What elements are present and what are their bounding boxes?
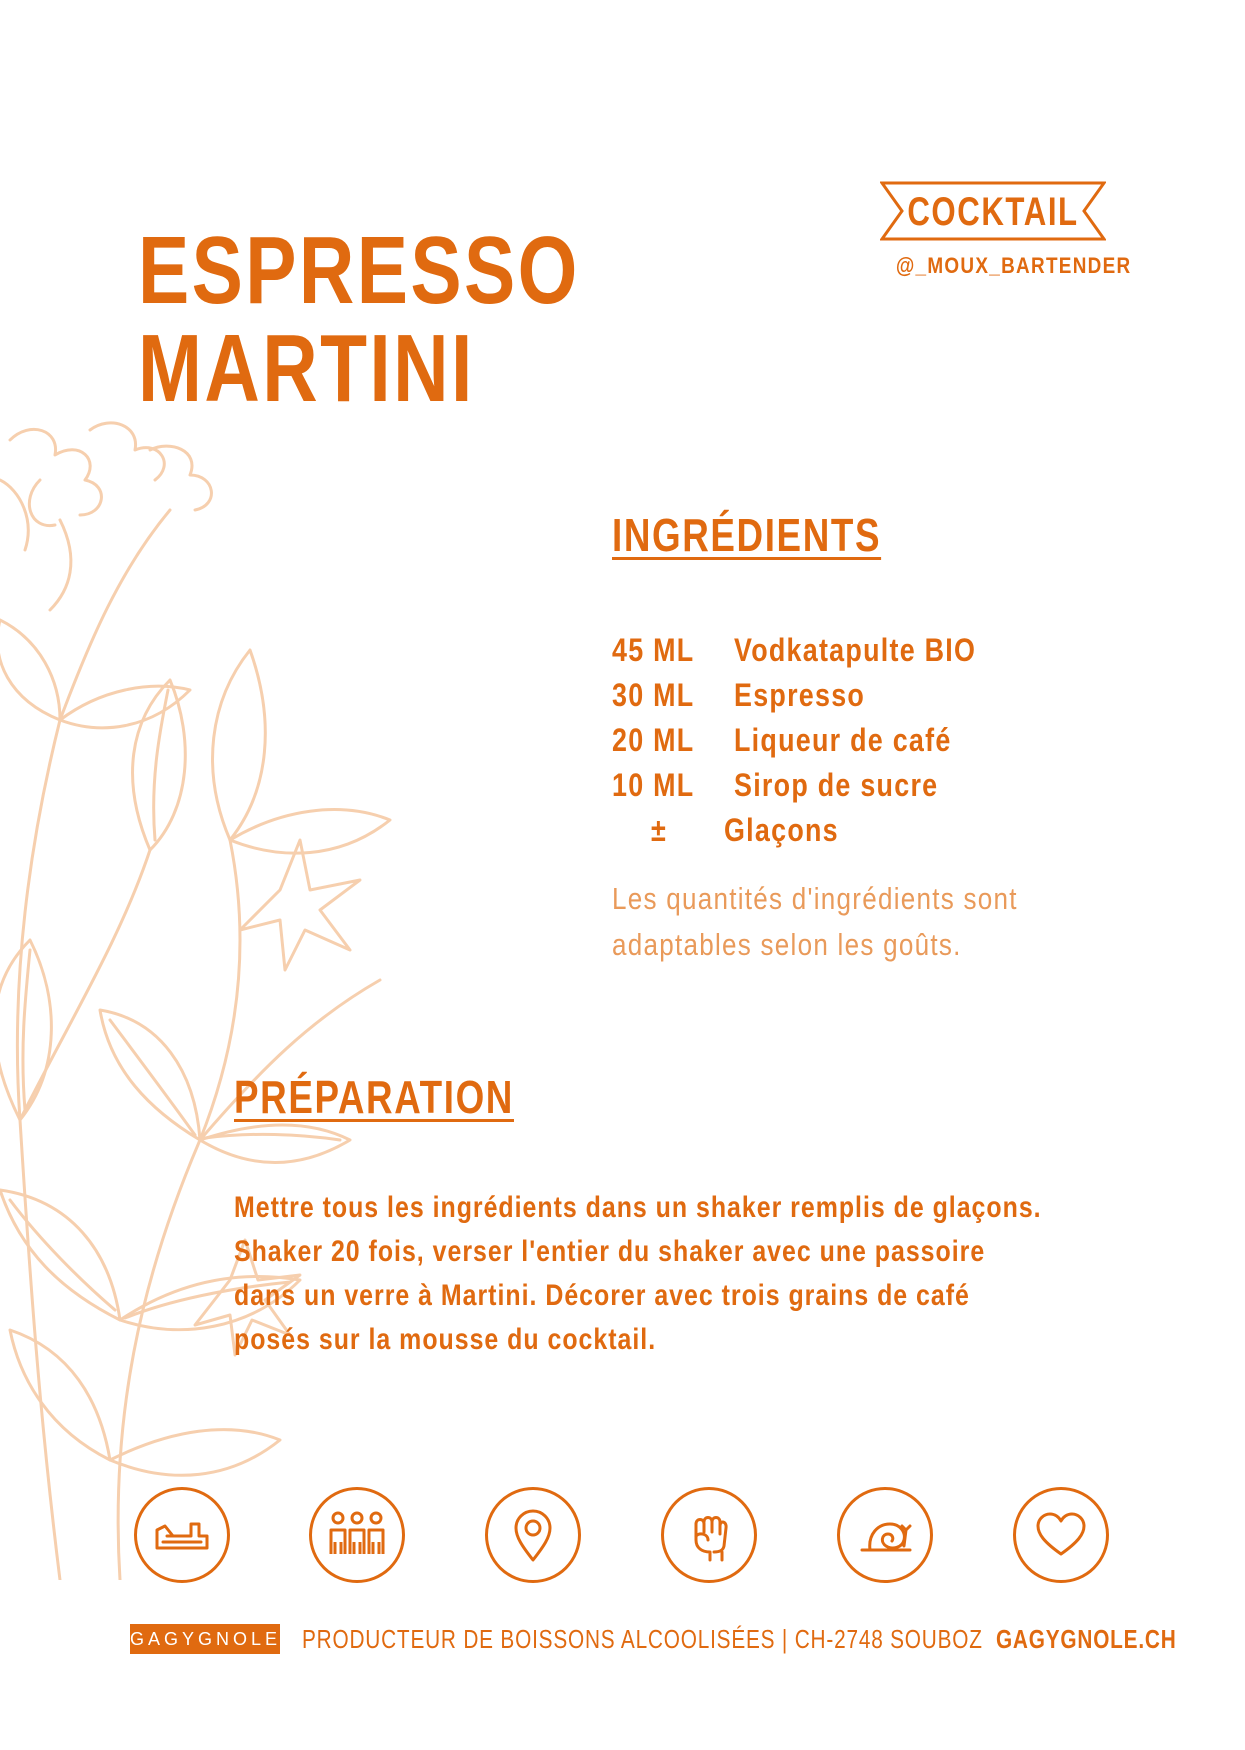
footer: [130, 1622, 1177, 1662]
ingredient-item: [612, 808, 1022, 853]
title-line-2: MARTINI: [138, 315, 475, 422]
title-line-1: ESPRESSO: [138, 217, 580, 324]
quantities-note: Les quantités d'ingrédients sont adaptables selon les goûts.: [612, 881, 1018, 962]
ingredient-name: Espresso: [734, 677, 866, 713]
people-icon: [309, 1487, 405, 1583]
ingredient-item: [612, 718, 1022, 763]
ingredient-name: Glaçons: [724, 812, 839, 848]
website-link[interactable]: GAGYGNOLE.CH: [995, 1624, 1177, 1654]
bartender-handle: @_MOUX_BARTENDER: [895, 253, 1132, 278]
plane-tool-icon: [134, 1487, 230, 1583]
ingredients-heading: INGRÉDIENTS: [612, 509, 882, 561]
brand-tag: GAGYGNOLE: [130, 1624, 280, 1654]
botanical-illustration: [0, 420, 460, 1580]
ingredient-quantity: 30 ML: [612, 677, 695, 713]
ingredients-list: [612, 628, 1022, 853]
ingredient-item: [612, 628, 1022, 673]
ingredient-name: Liqueur de café: [734, 722, 952, 758]
badge-label: COCKTAIL: [907, 190, 1079, 234]
ingredient-name: Vodkatapulte BIO: [734, 632, 977, 668]
ingredient-quantity: 45 ML: [612, 632, 695, 668]
producer-info: PRODUCTEUR DE BOISSONS ALCOOLISÉES | CH-2748 SOUBOZ: [302, 1624, 983, 1654]
cocktail-badge: [880, 180, 1106, 242]
ingredient-quantity: 20 ML: [612, 722, 695, 758]
snail-icon: [837, 1487, 933, 1583]
ingredient-quantity: 10 ML: [612, 767, 695, 803]
ingredient-quantity: ±: [651, 812, 668, 848]
icons-row: [134, 1487, 1114, 1587]
recipe-title: [138, 217, 690, 422]
footer-text: [302, 1622, 1177, 1656]
raised-fist-icon: [661, 1487, 757, 1583]
preparation-heading: PRÉPARATION: [234, 1071, 514, 1123]
ingredient-name: Sirop de sucre: [734, 767, 939, 803]
preparation-text: Mettre tous les ingrédients dans un shaker remplis de glaçons. Shaker 20 fois, verser l'entier du shaker avec une passoire dans un verre à Martini. Décorer avec trois grains de café posés sur la mousse du cocktail.: [234, 1191, 1042, 1356]
heart-icon: [1013, 1487, 1109, 1583]
location-pin-icon: [485, 1487, 581, 1583]
ingredient-item: [612, 763, 1022, 808]
ingredient-item: [612, 673, 1022, 718]
